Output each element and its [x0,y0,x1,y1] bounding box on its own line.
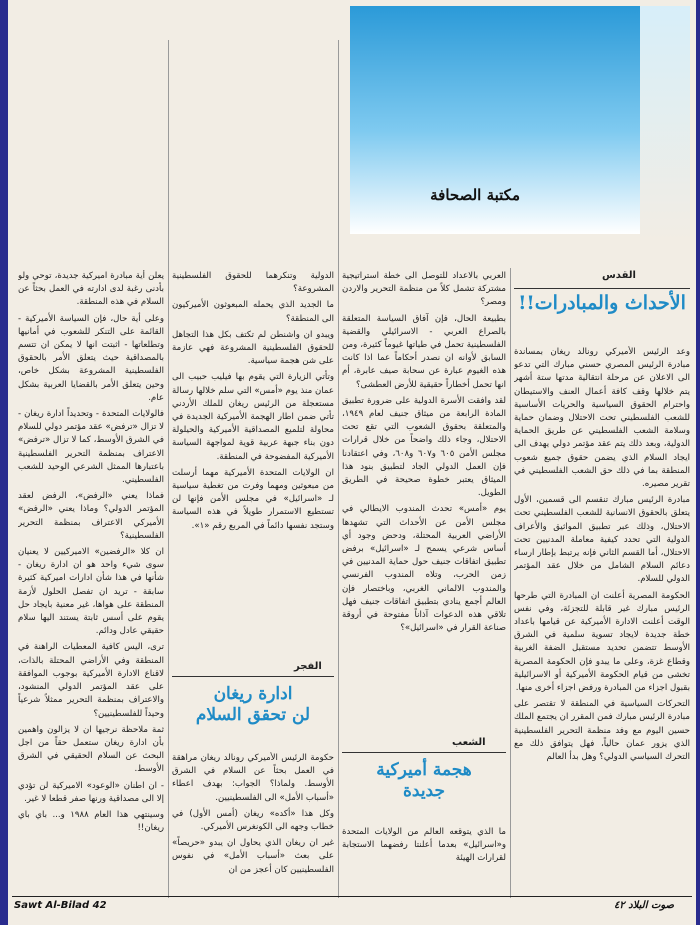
column-divider [510,268,511,898]
article-paragraph: العربي بالاعداد للتوصل الى خطة استراتيجية مشتركة تشمل كلاً من منظمة التحرير والاردن ومصر؟ [342,271,506,308]
article-paragraph: غير ان ريغان الذي يحاول ان يبدو «حريصاً» على بعث «أسباب الأمل» في نفوس الفلسطينيين كان أعجز من ان [172,838,334,875]
article-paragraph: التحركات السياسية في المنطقة لا تقتصر على مبادرة الرئيس مبارك فمن المقرر ان يجتمع الملك حسين اليوم مع وفد منظمة التحرير الفلسطينية الذي يزور عمان حالياً، فهل يتوافق ذلك مع التحرك السياسي الدولي؟ وهل بدأ العالم [514,699,690,763]
section-rule-shaab [342,752,506,753]
article-paragraph: حكومة الرئيس الأميركي رونالد ريغان مراهقة في العمل بحثاً عن السلام في الشرق الأوسط. ولماذا؟ الجواب: بهدف اعطاء «أسباب الأمل» الى الفلسطينيين. [172,753,334,803]
section-label-fajr: الفجر [294,661,322,672]
article-paragraph: وتأتي الزيارة التي يقوم بها فيليب حبيب الى عمان منذ يوم «أمس» التي سلم خلالها رسالة مستعجلة من الرئيس ريغان للملك الأردني تأتي ضمن اطار الهجمة الأميركية الجديدة في محاولة لتلميع المصداقية الأميركية والحيلولة دون بناء جبهة عربية قوية لمواجهة السياسة الأميركية المفضوحة في المنطقة. [172,372,334,462]
footer-rule [12,896,692,897]
article-paragraph: ثمة ملاحظة نرجيها ان لا يزالون واهمين بأن ادارة ريغان ستعمل حقاً من اجل البحث عن السلام الحقيقي في الشرق الأوسط. [18,724,164,775]
article-paragraph: لقد وافقت الأسرة الدولية على ضرورة تطبيق المادة الرابعة من ميثاق جنيف لعام ١٩٤٩، والمتعلقة بحقوق الشعوب التي تقع تحت الاحتلال، وجاء ذلك واضحاً من خلال قرارات مجلس الأمن ٦٠٥ و٦٠٧ و٦٠٨، وفي اعتقادنا فإن العمل الدولي الجاد لتطبيق بنود هذا الميثاق يعتبر خطوة صحيحة في الطريق الطويل. [342,395,506,499]
article-paragraph: ان الولايات المتحدة الأميركية مهما أرسلت من مبعوثين ومهما وفرت من تغطية سياسية لـ «اسرائيل» في مجلس الأمن فإنها لن تستطيع الاستمرار طويلاً في هذه السياسة وستجد نفسها دائماً في المربع رقم «١». [172,467,334,531]
article-paragraph: يوم «أمس» تحدث المندوب الايطالي في مجلس الأمن عن الأحداث التي تشهدها الأراضي العربية المحتلة، ودحض وجود أي أساس شرعي يسمح لـ «اسرائيل» برفض تطبيق اتفاقات جنيف حول حماية المدنيين في زمن الحرب، وتلاه المندوب الفرنسي والمندوب الالماني الغربي، وباختصار فإن العالم أجمع ينادي بتطبيق اتفاقات جنيف فهل تلاقي هذه الدعوات آذاناً مفتوحة في أروقة صناعة القرار في «اسرائيل»؟ [342,504,506,634]
headline-reagan: ادارة ريغان لن تحقق السلام [195,684,311,726]
article-column-4 [18,270,164,898]
article-paragraph: ترى، اليس كافية المعطيات الراهنة في المنطقة وفي الأراضي المحتلة بالذات، لاقناع الادارة الأميركية بوجوب الموافقة على عقد المؤتمر الدولي المنشود، والاعتراف بمنظمة التحرير ممثلاً شرعياً وحيداً للفلسطينيين؟ [18,642,164,719]
binding-spine [0,0,8,925]
column-divider [168,40,169,898]
article-paragraph: فماذا يعني «الرفض»، الرفض لعقد المؤتمر الدولي؟ وماذا يعني «الرفض» الأميركي الاعتراف بمنظمة التحرير الفلسطينية؟ [18,491,164,541]
article-paragraph: مبادرة الرئيس مبارك تنقسم الى قسمين، الأول يتعلق بالحقوق الانسانية للشعب الفلسطيني تحت الاحتلال، وذلك عبر تطبيق المواثيق والأعراف الدولية التي تحدد كيفية معاملة المدنيين تحت الاحتلال، أما القسم الثاني فإنه يرتبط بإطار ارساء دعائم السلام الشامل من خلال عقد المؤتمر الدولي للسلام. [514,495,690,585]
section-rule-quds [514,288,690,289]
article-paragraph: ما الجديد الذي يحمله المبعوثون الأميركيون الى المنطقة؟ [172,300,334,324]
article-paragraph: وكل هذا «أكده» ريغان (أمس الأول) في خطاب وجهه الى الكونغرس الأميركي. [172,808,334,833]
article-paragraph: فالولايات المتحدة - وتحديداً ادارة ريغان - لا تزال «ترفض» عقد مؤتمر دولي للسلام في الشرق الأوسط، كما لا تزال «ترفض» الاعتراف بمنظمة التحرير الفلسطينية باعتبارها الممثل الشرعي الوحيد للشعب الفلسطيني. [18,409,164,486]
section-label-shaab: الشعب [452,737,486,748]
article-column-2 [342,270,506,750]
article-paragraph: - ان اطنان «الوعود» الاميركية لن تؤدي إلا الى مصداقية ورنها صفر قطعا لا غير. [18,780,164,804]
article-shaab-body [342,826,506,898]
article-paragraph: ان كلا «الرفضين» الاميركيين لا يعنيان سوى شيء واحد هو ان ادارة ريغان - شأنها في هذا شأن ادارات اميركية كثيرة سابقة - تريد ان تفصل الحلول لأزمة المنطقة على هواها، غير معنية بايجاد حل يقوم على أسس ثابتة يستند اليها سلام حقيقي عادل ودائم. [18,547,164,637]
column-divider [338,40,339,898]
article-paragraph: الدولية وتنكرهما للحقوق الفلسطينية المشروعة؟ [172,271,334,295]
footer-page-right: صوت البلاد ٤٢ [614,900,675,911]
headline-american: هجمة أميركية جديدة [376,760,472,802]
article-paragraph: يعلن أية مبادرة اميركية جديدة، توحي ولو بأدنى رغبة لدى ادارته في العمل بحثاً عن السلام في هذه المنطقة. [18,271,164,308]
article-paragraph: وعد الرئيس الأميركي رونالد ريغان بمساندة مبادرة الرئيس المصري حسني مبارك التي تدعو الى الاعلان عن مرحلة انتقالية مدتها ستة أشهر يتم خلالها وقف كافة أعمال العنف والاستيطان واحترام الحقوق السياسية والحريات الأساسية للشعب الفلسطيني تحت الاحتلال وضمان حماية وسلامة الشعب الفلسطيني عن طريق الحماية الدولية، وبعد ذلك يتم عقد مؤتمر دولي يهدف الى ايجاد السلام الذي يضمن حقوق جميع شعوب المنطقة بما في ذلك حق الشعب الفلسطيني في تقرير مصيره. [514,347,690,490]
section-label-quds: القدس [602,270,636,281]
article-paragraph: بطبيعة الحال، فإن آفاق السياسة المتعلقة بالصراع العربي - الاسرائيلي والقضية الفلسطينية تحمل في طياتها غيوماً كثيرة، ومن السابق لأوانه ان نصدر أحكاماً عما اذا كانت هذه الغيوم عبارة عن سحابة صيف عابرة، أم انها تحمل أخطاراً حقيقية للأرض العطشى؟ [342,313,506,390]
article-paragraph: ويبدو ان واشنطن لم تكتف بكل هذا التجاهل للحقوق الفلسطينية المشروعة فهي عازمة على شن هجمة سياسية. [172,329,334,367]
newspaper-page [8,0,696,925]
article-fajr-body [172,752,334,898]
footer-page-left: Sawt Al-Bilad 42 [14,900,107,911]
article-paragraph: وسينتهي هذا العام ١٩٨٨ و... باي باي ريغان!! [18,809,164,834]
article-paragraph: ما الذي يتوقعه العالم من الولايات المتحدة و«اسرائيل» بعدما أعلنتا رفضهما الاستجابة لقرارات الهيئة [342,827,506,864]
article-quds-body [514,346,690,898]
article-paragraph: الحكومة المصرية أعلنت ان المبادرة التي طرحها الرئيس مبارك غير قابلة للتجزئة، وفي نفس الوقت أعلنت الادارة الأميركية عن قيامها باعداد خطة جديدة لايجاد تسوية سلمية في الشرق الأوسط تتضمن تحديد مستقبل الضفة الغربية وقطاع غزة، وعلى ما يبدو فإن الحكومة المصرية تخشى من قيام الحكومة الأميركية أو الاسرائيلية بقبول اجزاء من المبادرة ورفض اجزاء أخرى منها. [514,590,690,694]
section-rule-fajr [172,676,334,677]
banner-sidebar [640,6,690,242]
headline-main: الأحداث والمبادرات!! [518,292,686,314]
article-column-3 [172,270,334,588]
article-paragraph: وعلى أية حال، فإن السياسة الأميركية - القائمة على التنكر للشعوب في أمانيها وتطلعاتها - اثبتت انها لا يمكن ان تتسم بالمصداقية حيث يتعلق الأمر بالحقوق الفلسطينية المشروعة بشكل خاص، وحين يتعلق الأمر بالقضايا العربية بشكل عام. [18,313,164,403]
banner-title: مكتبة الصحافة [430,186,520,204]
